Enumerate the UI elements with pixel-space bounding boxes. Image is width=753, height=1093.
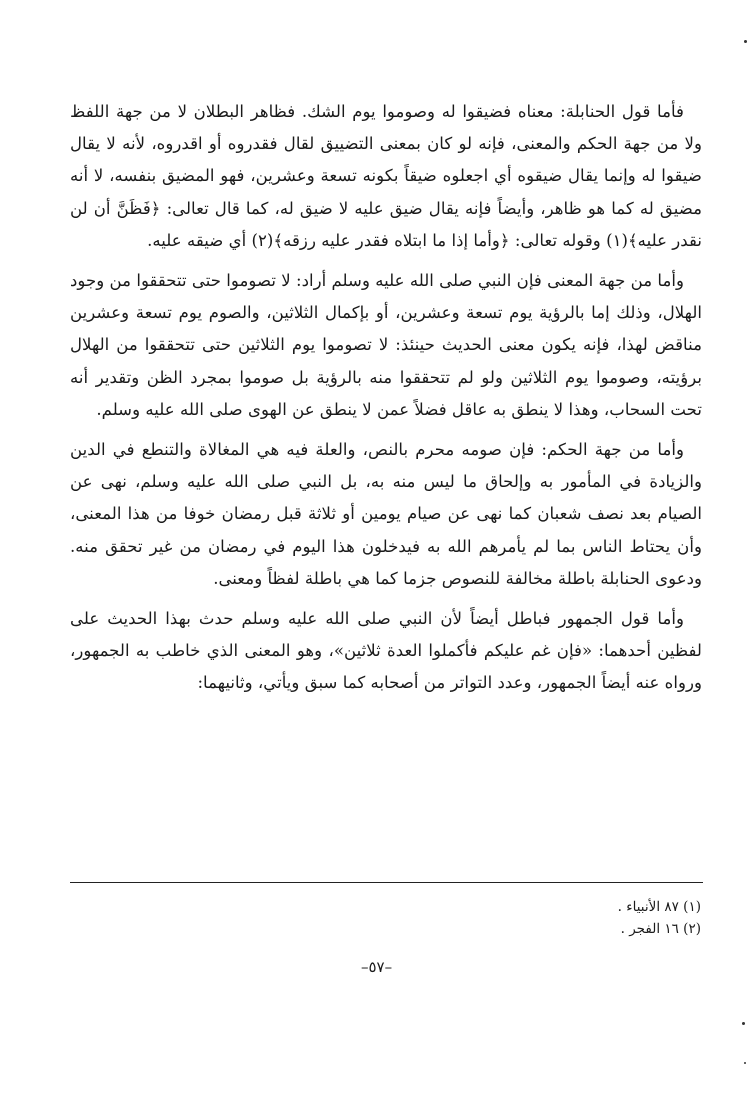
footnote-2: (٢) ١٦ الفجر .	[620, 921, 701, 937]
scan-speck	[744, 40, 747, 43]
main-text	[70, 96, 702, 708]
scan-speck	[744, 1062, 746, 1064]
page-number: –٥٧–	[360, 958, 393, 976]
paragraph-3: وأما من جهة الحكم: فإن صومه محرم بالنص، والعلة فيه هي المغالاة والتنطع في الدين والزيادة في المأمور به وإلحاق ما ليس منه به، بل النبي صلى الله عليه وسلم، نهى عن الصيام بعد نصف شعبان كما نهى عن صيام يومين أو ثلاثة قبل رمضان خوفا من هذا المعنى، وأن يحتاط الناس بما لم يأمرهم الله به فيدخلون هذا اليوم في رمضان من غير تحقق منه. ودعوى الحنابلة باطلة مخالفة للنصوص جزما كما هي باطلة لفظاً ومعنى.	[70, 440, 702, 588]
paragraph-1: فأما قول الحنابلة: معناه فضيقوا له وصوموا يوم الشك. فظاهر البطلان لا من جهة اللفظ ولا من جهة الحكم والمعنى، فإنه لو كان بمعنى التضييق لقال فقدروه أو اقدروه، لأنه لا يقال ضيقوا له وإنما يقال ضيقوه أي اجعلوه ضيقاً بكونه تسعة وعشرين، فهو المضيق بنفسه، لا أنه مضيق له كما هو ظاهر، وأيضاً فإنه يقال ضيق عليه لا ضيق له، كما قال تعالى: ﴿فَظَنَّ أن لن نقدر عليه﴾(١) وقوله تعالى: ﴿وأما إذا ما ابتلاه فقدر عليه رزقه﴾(٢) أي ضيقه عليه.	[70, 102, 702, 250]
paragraph-4: وأما قول الجمهور فباطل أيضاً لأن النبي صلى الله عليه وسلم حدث بهذا الحديث على لفظين أحدهما: «فإن غم عليكم فأكملوا العدة ثلاثين»، وهو المعنى الذي خاطب به الجمهور، ورواه عنه أيضاً الجمهور، وعدد التواتر من أصحابه كما سبق ويأتي، وثانيهما:	[70, 609, 702, 693]
paragraph-2: وأما من جهة المعنى فإن النبي صلى الله عليه وسلم أراد: لا تصوموا حتى تتحققوا من وجود الهلال، وذلك إما بالرؤية يوم تسعة وعشرين، أو بإكمال الثلاثين، والصوم يوم تسعة وعشرين مناقض لهذا، فإنه يكون معنى الحديث حينئذ: لا تصوموا يوم الثلاثين حتى تتحققوا من الهلال برؤيته، وصوموا يوم الثلاثين ولو لم تتحققوا منه بالرؤية بل صوموا بمجرد الظن وتقدير أنه تحت السحاب، وهذا لا ينطق به عاقل فضلاً عمن لا ينطق عن الهوى صلى الله عليه وسلم.	[70, 271, 702, 419]
scan-speck	[742, 1022, 745, 1025]
footnotes	[321, 896, 701, 940]
footnote-divider	[70, 882, 703, 883]
footnote-1: (١) ٨٧ الأنبياء .	[617, 899, 701, 915]
